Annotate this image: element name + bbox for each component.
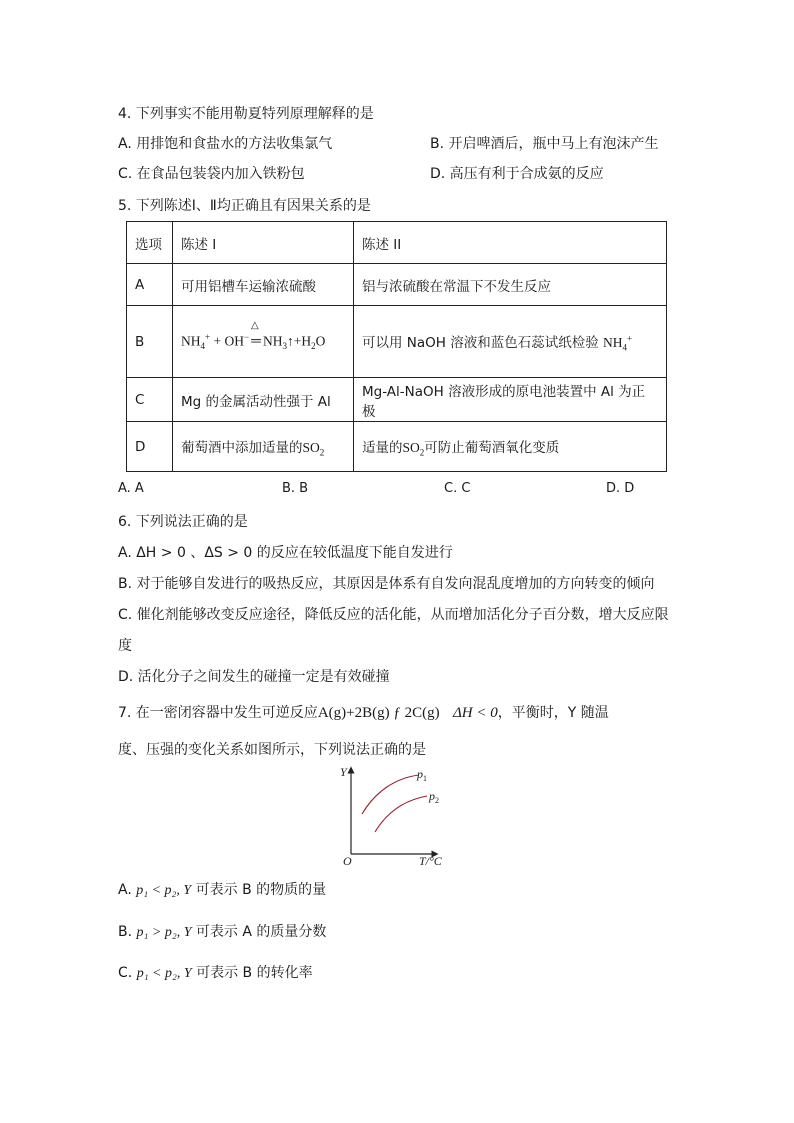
curve-p2 bbox=[375, 796, 427, 832]
option-math: p₁ > p₂, Y bbox=[136, 925, 192, 940]
curve-label-sub: 2 bbox=[435, 796, 439, 805]
superscript: + bbox=[205, 331, 211, 342]
ion-symbol: NH bbox=[603, 334, 623, 350]
q4-option-b: B. 开启啤酒后，瓶中马上有泡沫产生 bbox=[430, 136, 659, 152]
ammonia-symbol: NH bbox=[263, 333, 283, 349]
q6-stem: 6. 下列说法正确的是 bbox=[118, 514, 248, 530]
sulfur-dioxide-symbol: SO bbox=[402, 439, 420, 455]
y-axis-label: Y bbox=[340, 765, 347, 779]
curve-p1 bbox=[362, 775, 419, 814]
row-statement-2: Mg-Al-NaOH 溶液形成的原电池装置中 Al 为正极 bbox=[354, 378, 667, 422]
q6-option-a: A. ΔH > 0 、ΔS > 0 的反应在较低温度下能自发进行 bbox=[118, 545, 453, 561]
hydroxide-symbol: + OH bbox=[210, 333, 244, 349]
row-statement-2 bbox=[354, 422, 667, 472]
row-label: A bbox=[127, 264, 173, 306]
curve-p1-label bbox=[416, 767, 427, 783]
q4-option-d: D. 高压有利于合成氨的反应 bbox=[430, 166, 604, 182]
table-row bbox=[127, 264, 667, 306]
ammonium-symbol: NH bbox=[181, 333, 201, 349]
sulfur-dioxide-symbol: SO bbox=[302, 439, 320, 455]
water-symbol: +H bbox=[293, 333, 312, 349]
answer-a: A. A bbox=[118, 481, 144, 496]
q5-table bbox=[126, 221, 667, 472]
origin-label: O bbox=[343, 854, 352, 867]
q6-option-c: C. 催化剂能够改变反应途径，降低反应的活化能，从而增加活化分子百分数，增大反应限 bbox=[118, 607, 669, 623]
row-statement-2 bbox=[354, 306, 667, 378]
row-statement-1 bbox=[173, 422, 354, 472]
q7-option-b bbox=[118, 922, 326, 943]
answer-c: C. C bbox=[444, 481, 471, 496]
q6-option-b: B. 对于能够自发进行的吸热反应，其原因是体系有自发向混乱度增加的方向转变的倾向 bbox=[118, 576, 655, 592]
gas-arrow-icon: ↑ bbox=[287, 333, 294, 349]
statement-text: 适量的 bbox=[362, 439, 403, 456]
q7-stem bbox=[118, 703, 609, 723]
header-statement-2: 陈述 II bbox=[354, 222, 667, 264]
subscript: 2 bbox=[319, 447, 325, 458]
option-text: 可表示 B 的转化率 bbox=[191, 965, 313, 981]
q4-stem: 4. 下列事实不能用勒夏特列原理解释的是 bbox=[118, 106, 374, 122]
statement-text: 葡萄酒中添加适量的 bbox=[181, 439, 303, 456]
option-math: p₁ < p₂, Y bbox=[136, 966, 192, 981]
reaction-equation bbox=[173, 306, 354, 378]
reaction-formula: A(g)+2B(g) ƒ 2C(g) bbox=[317, 705, 440, 721]
option-text: 可表示 A 的质量分数 bbox=[191, 924, 327, 940]
table-header-row bbox=[127, 222, 667, 264]
x-axis-label: T/°C bbox=[419, 854, 442, 867]
header-option: 选项 bbox=[127, 222, 173, 264]
subscript: 2 bbox=[419, 447, 425, 458]
row-statement-2: 铝与浓硫酸在常温下不发生反应 bbox=[354, 264, 667, 306]
subscript: 4 bbox=[200, 341, 205, 352]
heat-triangle-icon: △ bbox=[251, 320, 259, 332]
option-math: p₁ < p₂, Y bbox=[136, 883, 192, 898]
heating-equals-sign: △ ═ bbox=[251, 320, 261, 349]
q6-option-c-continued: 度 bbox=[118, 638, 132, 654]
row-label: C bbox=[127, 378, 173, 422]
subscript: 3 bbox=[282, 341, 288, 352]
option-prefix: C. bbox=[118, 965, 137, 981]
enthalpy-condition: ΔH < 0 bbox=[452, 705, 498, 721]
statement-text: 可防止葡萄酒氧化变质 bbox=[424, 439, 560, 456]
curve-label-p: p bbox=[417, 767, 423, 781]
superscript: − bbox=[243, 331, 250, 342]
subscript: 2 bbox=[311, 341, 316, 352]
q4-option-a: A. 用排饱和食盐水的方法收集氯气 bbox=[118, 136, 333, 152]
curve-p2-label bbox=[428, 789, 439, 805]
option-prefix: A. bbox=[118, 882, 137, 898]
q7-option-c bbox=[118, 963, 313, 984]
q5-stem: 5. 下列陈述Ⅰ、Ⅱ均正确且有因果关系的是 bbox=[118, 198, 371, 214]
q7-stem-continued: 度、压强的变化关系如图所示，下列说法正确的是 bbox=[118, 742, 426, 758]
q7-graph bbox=[335, 762, 465, 867]
answer-d: D. D bbox=[606, 481, 635, 496]
row-label: D bbox=[127, 422, 173, 472]
row-statement-1: 可用铝槽车运输浓硫酸 bbox=[173, 264, 354, 306]
option-text: 可表示 B 的物质的量 bbox=[191, 882, 327, 898]
curve-label-sub: 1 bbox=[423, 774, 427, 783]
water-symbol-o: O bbox=[315, 333, 326, 349]
q6-option-d: D. 活化分子之间发生的碰撞一定是有效碰撞 bbox=[118, 669, 390, 685]
q7-option-a bbox=[118, 880, 326, 901]
row-label: B bbox=[127, 306, 173, 378]
subscript: 4 bbox=[622, 342, 628, 353]
stem-text: 7. 在一密闭容器中发生可逆反应 bbox=[118, 705, 318, 721]
row-statement-1: Mg 的金属活动性强于 Al bbox=[173, 378, 354, 422]
statement-text: 可以用 NaOH 溶液和蓝色石蕊试纸检验 bbox=[362, 334, 604, 351]
superscript: + bbox=[627, 333, 633, 344]
table-row bbox=[127, 378, 667, 422]
table-row bbox=[127, 306, 667, 378]
curve-label-p: p bbox=[429, 789, 435, 803]
ammonium-ion bbox=[603, 333, 633, 353]
q4-option-c: C. 在食品包装袋内加入铁粉包 bbox=[118, 166, 305, 182]
option-prefix: B. bbox=[118, 924, 137, 940]
table-row bbox=[127, 422, 667, 472]
answer-b: B. B bbox=[282, 481, 309, 496]
header-statement-1: 陈述 I bbox=[173, 222, 354, 264]
stem-text: ，平衡时，Y 随温 bbox=[497, 705, 609, 721]
